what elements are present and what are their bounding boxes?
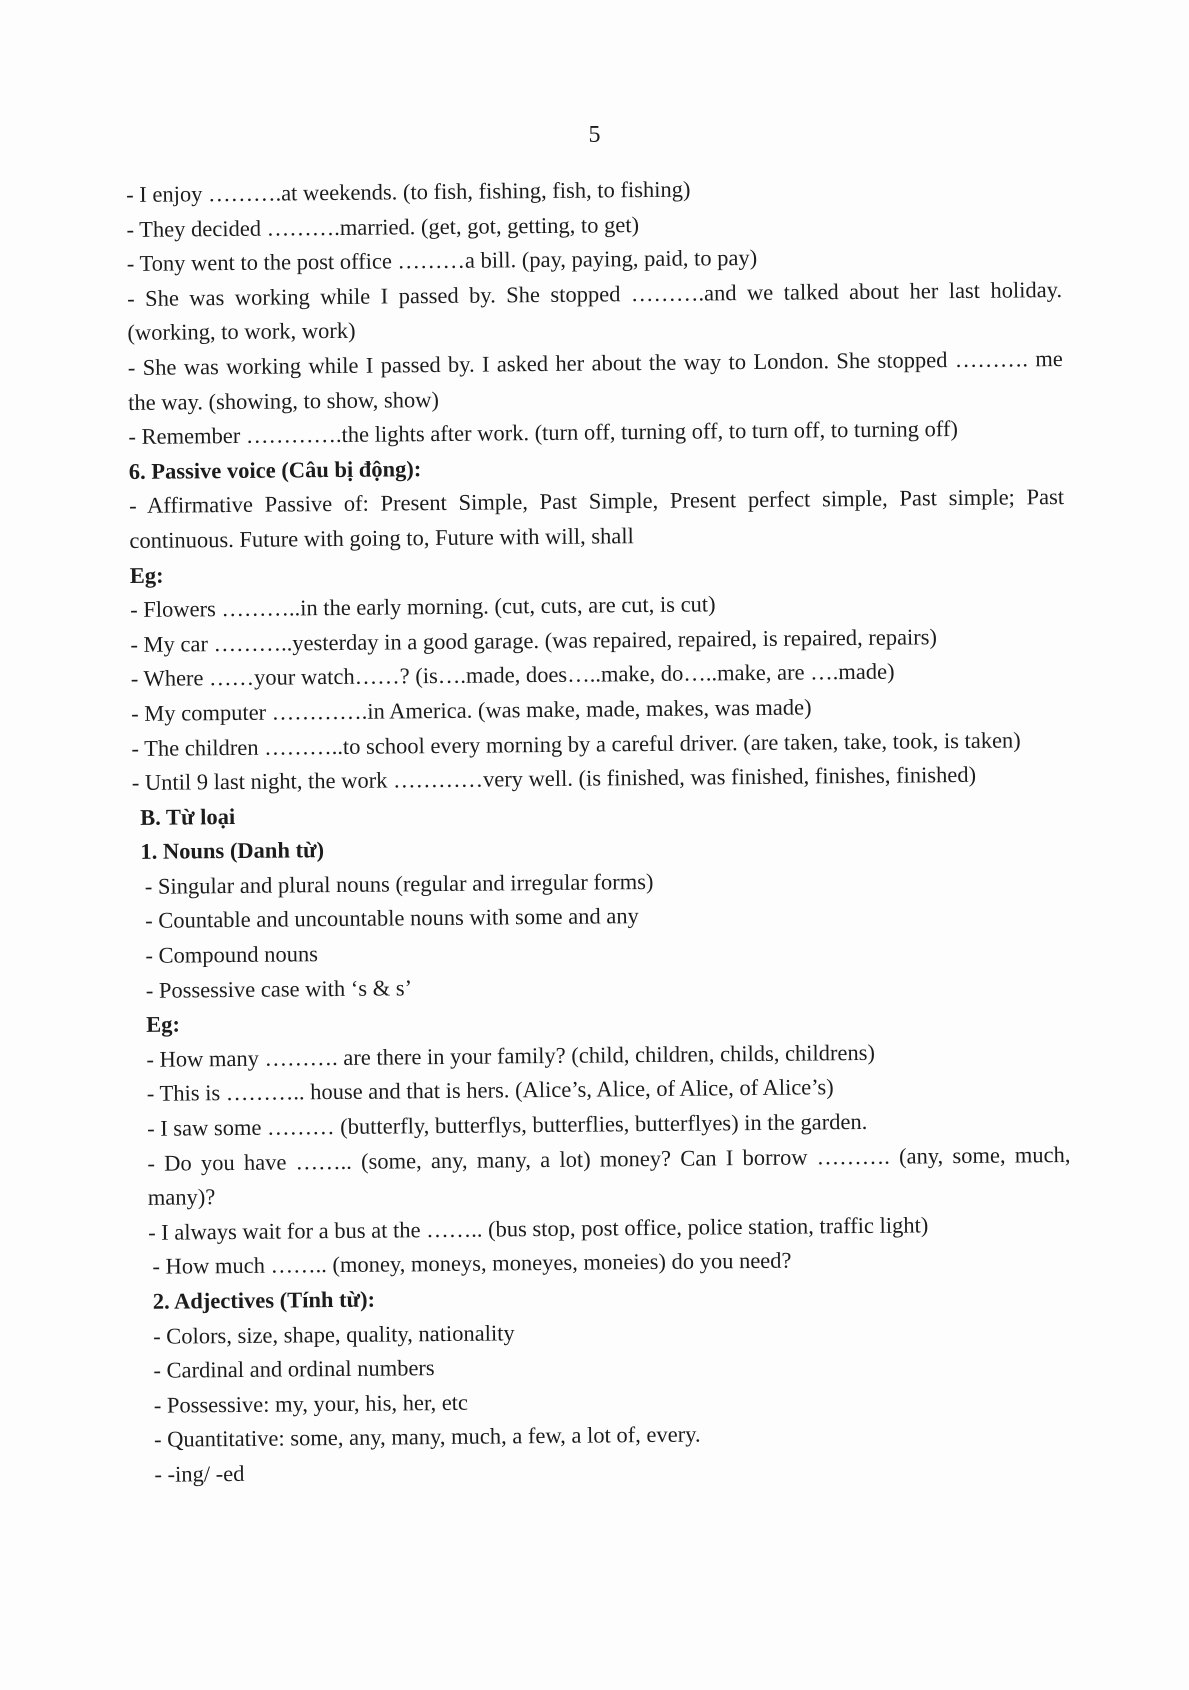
nouns-example-2: - This is ……….. house and that is hers. (Alice’s, Alice, of Alice, of Alice’s) [146,1074,834,1107]
gerund-example-1: - I enjoy ……….at weekends. (to fish, fishing, fish, to fishing) [126,176,691,207]
gerund-example-4: - She was working while I passed by. She stopped ……….and we talked about her last holiday. (working, to work, work) [127,276,1063,346]
gerund-example-3: - Tony went to the post office ………a bill. (pay, paying, paid, to pay) [126,245,758,277]
passive-voice-heading: 6. Passive voice (Câu bị động): [128,455,422,484]
adjectives-item-5: - -ing/ -ed [154,1460,245,1487]
document-body [126,169,1074,1492]
nouns-example-5: - I always wait for a bus at the …….. (bus stop, post office, police station, traffic light) [147,1212,929,1245]
adjectives-item-4: - Quantitative: some, any, many, much, a few, a lot of, every. [153,1421,701,1453]
nouns-eg-label: Eg: [146,1011,180,1038]
passive-example-3: - Where ……your watch……? (is….made, does…..make, do…..make, are ….made) [130,658,895,692]
nouns-example-6: - How much …….. (money, moneys, moneyes, moneies) do you need? [152,1248,792,1280]
nouns-item-4: - Possessive case with ‘s & s’ [145,974,413,1003]
nouns-item-1: - Singular and plural nouns (regular and irregular forms) [144,868,654,899]
adjectives-item-2: - Cardinal and ordinal numbers [153,1355,435,1383]
adjectives-heading: 2. Adjectives (Tính từ): [152,1286,376,1314]
passive-example-2: - My car ………..yesterday in a good garage. (was repaired, repaired, is repaired, repairs) [130,623,938,657]
page-number: 5 [588,122,601,148]
nouns-example-4: - Do you have …….. (some, any, many, a lot) money? Can I borrow ………. (any, some, much, many)? [147,1141,1071,1211]
nouns-example-1: - How many ………. are there in your family? (child, children, childs, childrens) [146,1039,876,1072]
gerund-example-5: - She was working while I passed by. I asked her about the way to London. She stopped ………. me the way. (showing, to show, show) [127,345,1063,415]
gerund-example-2: - They decided ……….married. (get, got, getting, to get) [126,211,640,242]
adjectives-item-1: - Colors, size, shape, quality, nationality [152,1319,515,1349]
gerund-example-6: - Remember ………….the lights after work. (turn off, turning off, to turn off, to turning off) [128,416,959,450]
section-b-heading: B. Từ loại [140,803,236,830]
adjectives-item-3: - Possessive: my, your, his, her, etc [153,1389,469,1418]
passive-example-6: - Until 9 last night, the work …………very well. (is finished, was finished, finishes, finished) [131,761,977,796]
passive-example-4: - My computer ………….in America. (was make, made, makes, was made) [131,694,812,726]
passive-eg-label: Eg: [129,562,164,588]
passive-example-1: - Flowers ………..in the early morning. (cut, cuts, are cut, is cut) [130,591,716,623]
nouns-item-3: - Compound nouns [145,941,319,968]
nouns-heading: 1. Nouns (Danh từ) [140,837,325,865]
passive-example-5: - The children ………..to school every morning by a careful driver. (are taken, take, took, is taken) [131,726,1021,761]
nouns-example-3: - I saw some ……… (butterfly, butterflys, butterflies, butterflyes) in the garden. [147,1108,868,1141]
passive-voice-description: - Affirmative Passive of: Present Simple, Past Simple, Present perfect simple, Past simple; Past continuous. Future with going to, Future with will, shall [129,484,1065,553]
nouns-item-2: - Countable and uncountable nouns with some and any [145,903,639,934]
